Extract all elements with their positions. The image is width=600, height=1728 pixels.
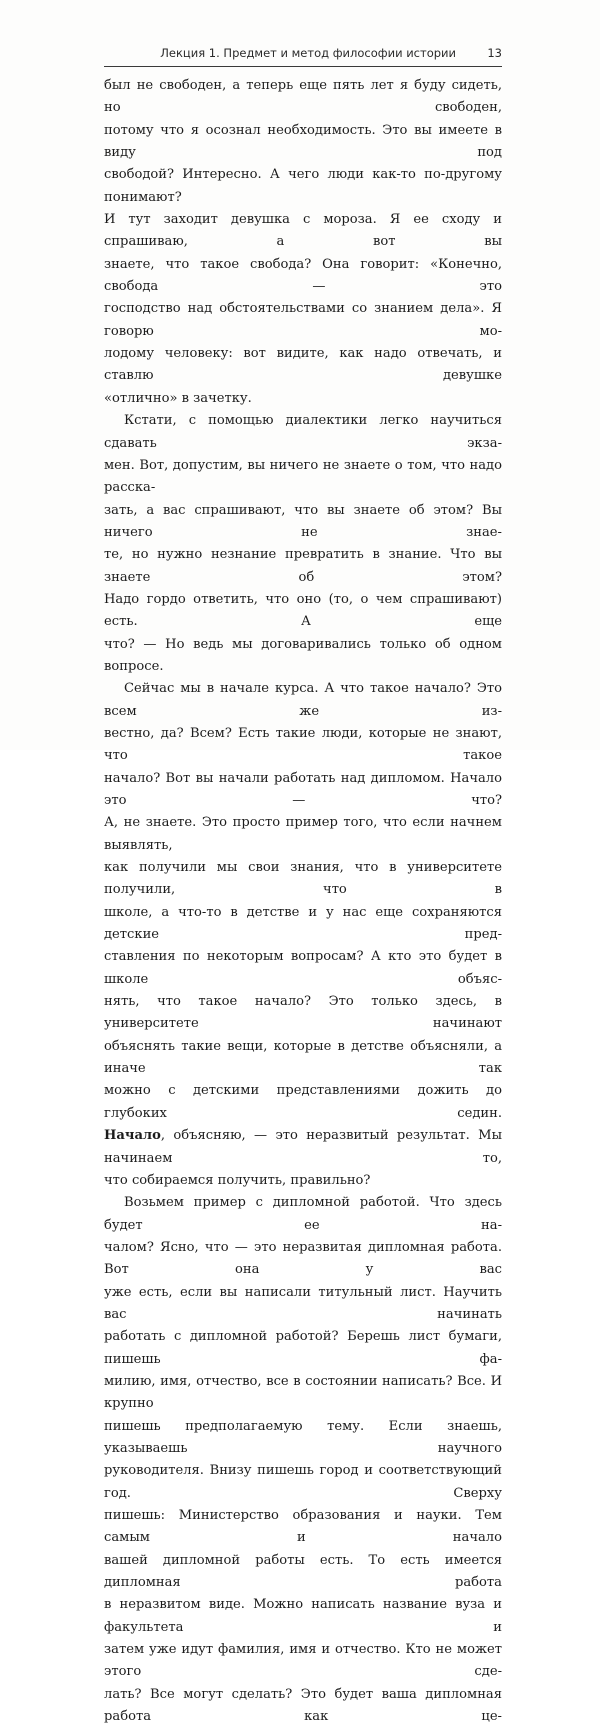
page-number: 13 [487,46,502,60]
paragraph-3-end: что собираемся получить, правильно? [104,1172,371,1188]
paragraph-1-end: «отлично» в зачетку. [104,390,252,406]
paragraph-4: Возьмем пример с дипломной работой. Что здесь будет ее на- чалом? Ясно, что — это неразвитая дипломная работа. Вот она у вас уже есть, если вы написали титульный лист. Научить вас начинать работать с дипломной работой? Берешь лист бумаги, пишешь фа- милию, имя, отчество, все в состоянии написать? Все. И крупно пишешь предполагаемую тему. Если знаешь, указываешь научного руководителя. Внизу пишешь город и соответствующий год. Сверху пишешь: Министерство образования и науки. Тем самым и начало вашей дипломной работы есть. То есть имеется дипломная работа в неразвитом виде. Можно написать название вуза и факультета и затем уже идут фамилия, имя и отчество. Кто не может этого сде- лать? Все могут сделать? Это будет ваша дипломная работа как це- [104,1195,502,1725]
paragraph-2-end: что? — Но ведь мы договаривались только об одном вопросе. [104,636,502,674]
running-title: Лекция 1. Предмет и метод философии истории [160,46,456,60]
paragraph-3: Сейчас мы в начале курса. А что такое начало? Это всем же из- вестно, да? Всем? Есть такие люди, которые не знают, что такое начало? Вот вы начали работать над дипломом. Начало это — что? А, не знаете. Это просто пример того, что если начнем выявлять, как получили мы свои знания, что в университете получили, что в школе, а что-то в детстве и у нас еще сохраняются детские пред- ставления по некоторым вопросам? А кто это будет в школе объяс- нять, что такое начало? Это только здесь, в университете начинают объяснять такие вещи, которые в детстве объясняли, а иначе так можно с детскими представлениями дожить до глубоких седин. Начало, объясняю, — это неразвитый результат. Мы начинаем то, [104,681,502,1166]
body-text [104,75,502,1728]
bold-term-nachalo: Начало [104,1128,161,1144]
header-rule [104,66,502,67]
paragraph-1: был не свободен, а теперь еще пять лет я буду сидеть, но свободен, потому что я осознал необходимость. Это вы имеете в виду под свободой? Интересно. А чего люди как-то по-другому понимают? И тут заходит девушка с мороза. Я ее сходу и спрашиваю, а вот вы знаете, что такое свобода? Она говорит: «Конечно, свобода — это господство над обстоятельствами со знанием дела». Я говорю мо- лодому человеку: вот видите, как надо отвечать, и ставлю девушке [104,78,502,384]
paragraph-2: Кстати, с помощью диалектики легко научиться сдавать экза- мен. Вот, допустим, вы ничего не знаете о том, что надо расска- зать, а вас спрашивают, что вы знаете об этом? Вы ничего не знае- те, но нужно незнание превратить в знание. Что вы знаете об этом? Надо гордо ответить, что оно (то, о чем спрашивают) есть. А еще [104,413,502,630]
